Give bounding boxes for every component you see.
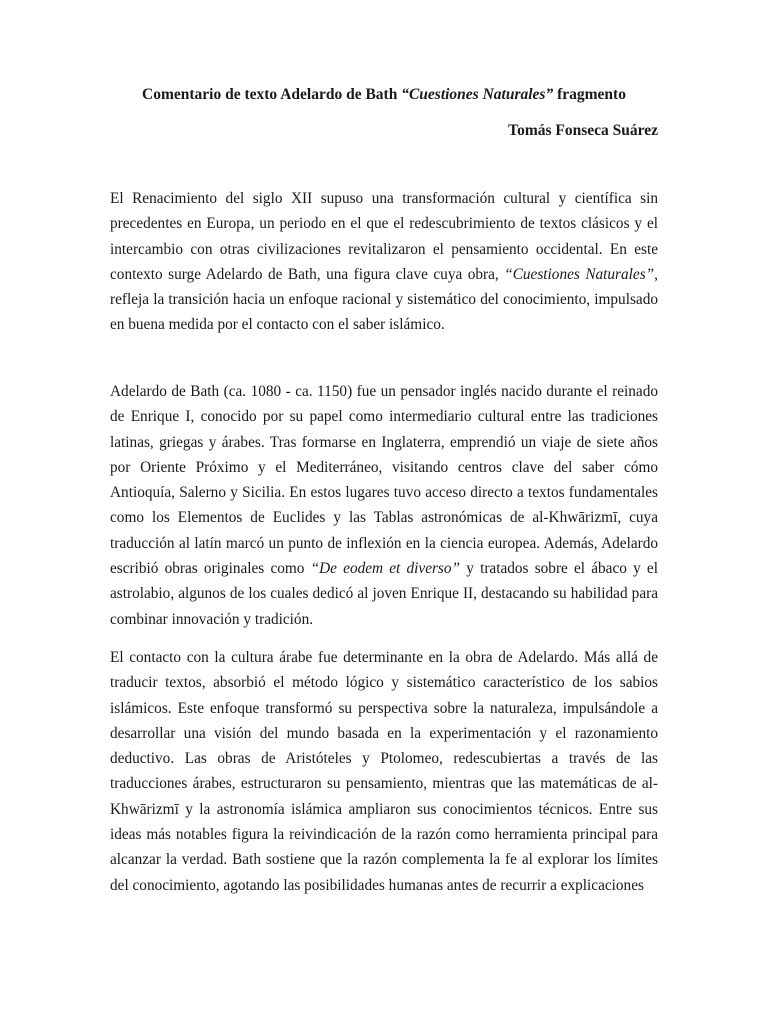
paragraph-2-text-end: y tratados sobre el ábaco y el astrolabio, algunos de los cuales dedicó al joven Enrique II, destacando su habilidad para combinar innovación y tradición. <box>110 560 658 628</box>
paragraph-arab-influence: El contacto con la cultura árabe fue determinante en la obra de Adelardo. Más allá de traducir textos, absorbió el método lógico y sistemático característico de los sabios islámicos. Este enfoque transformó su perspectiva sobre la naturaleza, impulsándole a desarrollar una visión del mundo basada en la experimentación y el razonamiento deductivo. Las obras de Aristóteles y Ptolomeo, redescubiertas a través de las traducciones árabes, estructuraron su pensamiento, mientras que las matemáticas de al-Khwārizmī y la astronomía islámica ampliaron sus conocimientos técnicos. Entre sus ideas más notables figura la reivindicación de la razón como herramienta principal para alcanzar la verdad. Bath sostiene que la razón complementa la fe al explorar los límites del conocimiento, agotando las posibilidades humanas antes de recurrir a explicaciones <box>110 649 658 894</box>
paragraph-introduction <box>110 186 658 338</box>
title-suffix: fragmento <box>553 86 626 103</box>
document-author: Tomás Fonseca Suárez <box>508 122 658 139</box>
paragraph-biography <box>110 379 658 632</box>
paragraph-2-text-start: Adelardo de Bath (ca. 1080 - ca. 1150) fue un pensador inglés nacido durante el reinado de Enrique I, conocido por su papel como intermediario cultural entre las tradiciones latinas, griegas y árabes. Tras formarse en Inglaterra, emprendió un viaje de siete años por Oriente Próximo y el Mediterráneo, visitando centros clave del saber cómo Antioquía, Salerno y Sicilia. En estos lugares tuvo acceso directo a textos fundamentales como los Elementos de Euclides y las Tablas astronómicas de al-Khwārizmī, cuya traducción al latín marcó un punto de inflexión en la ciencia europea. Además, Adelardo escribió obras originales como <box>110 383 658 578</box>
paragraph-1-text-start: El Renacimiento del siglo XII supuso una transformación cultural y científica sin precedentes en Europa, un periodo en el que el redescubrimiento de textos clásicos y el intercambio con otras civilizaciones revitalizaron el pensamiento occidental. En este contexto surge Adelardo de Bath, una figura clave cuya obra, <box>110 190 658 283</box>
paragraph-2-work-title: “De eodem et diverso” <box>310 560 461 578</box>
title-work: “Cuestiones Naturales” <box>401 86 554 103</box>
paragraph-1-work-title: “Cuestiones Naturales”, <box>504 265 658 283</box>
title-prefix: Comentario de texto Adelardo de Bath <box>142 86 402 103</box>
document-title <box>110 84 658 106</box>
paragraph-1-text-end: refleja la transición hacia un enfoque racional y sistemático del conocimiento, impulsado en buena medida por el contacto con el saber islámico. <box>110 291 658 334</box>
